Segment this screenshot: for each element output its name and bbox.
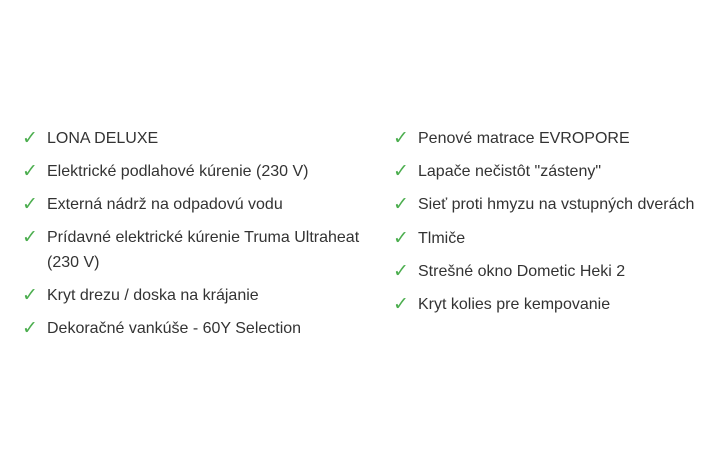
feature-label: Sieť proti hmyzu na vstupných dverách bbox=[418, 196, 695, 214]
feature-item bbox=[393, 292, 718, 317]
checkmark-icon: ✓ bbox=[22, 161, 38, 182]
feature-item bbox=[22, 283, 382, 308]
feature-label: Elektrické podlahové kúrenie (230 V) bbox=[47, 163, 309, 180]
feature-item bbox=[22, 126, 382, 151]
feature-item bbox=[393, 159, 718, 184]
checkmark-icon: ✓ bbox=[22, 194, 38, 215]
feature-item bbox=[393, 126, 718, 151]
feature-item bbox=[22, 159, 382, 184]
feature-label: Penové matrace EVROPORE bbox=[418, 130, 630, 147]
features-list-right bbox=[393, 126, 718, 325]
checkmark-icon: ✓ bbox=[393, 128, 409, 149]
feature-item bbox=[393, 259, 718, 284]
checkmark-icon: ✓ bbox=[22, 285, 38, 306]
feature-item bbox=[22, 192, 382, 217]
feature-label: Lapače nečistôt "zásteny" bbox=[418, 163, 602, 181]
feature-label: Tlmiče bbox=[418, 229, 466, 247]
feature-label: Strešné okno Dometic Heki 2 bbox=[418, 262, 626, 280]
feature-item bbox=[22, 225, 382, 275]
checkmark-icon: ✓ bbox=[22, 128, 38, 149]
feature-item bbox=[393, 192, 718, 217]
feature-label: Prídavné elektrické kúrenie Truma Ultraheat (230 V) bbox=[47, 229, 360, 271]
checkmark-icon: ✓ bbox=[22, 318, 38, 339]
checkmark-icon: ✓ bbox=[393, 161, 409, 183]
feature-label: Kryt drezu / doska na krájanie bbox=[47, 287, 259, 304]
checkmark-icon: ✓ bbox=[393, 260, 409, 282]
checkmark-icon: ✓ bbox=[393, 194, 409, 216]
checkmark-icon: ✓ bbox=[393, 227, 409, 249]
feature-label: Kryt kolies pre kempovanie bbox=[418, 295, 611, 313]
feature-item bbox=[22, 316, 382, 341]
feature-item bbox=[393, 226, 718, 251]
checkmark-icon: ✓ bbox=[393, 293, 409, 315]
feature-label: LONA DELUXE bbox=[47, 130, 159, 147]
features-list-left bbox=[22, 126, 382, 349]
feature-label: Dekoračné vankúše - 60Y Selection bbox=[47, 320, 302, 337]
feature-label: Externá nádrž na odpadovú vodu bbox=[47, 196, 283, 213]
checkmark-icon: ✓ bbox=[22, 227, 38, 248]
